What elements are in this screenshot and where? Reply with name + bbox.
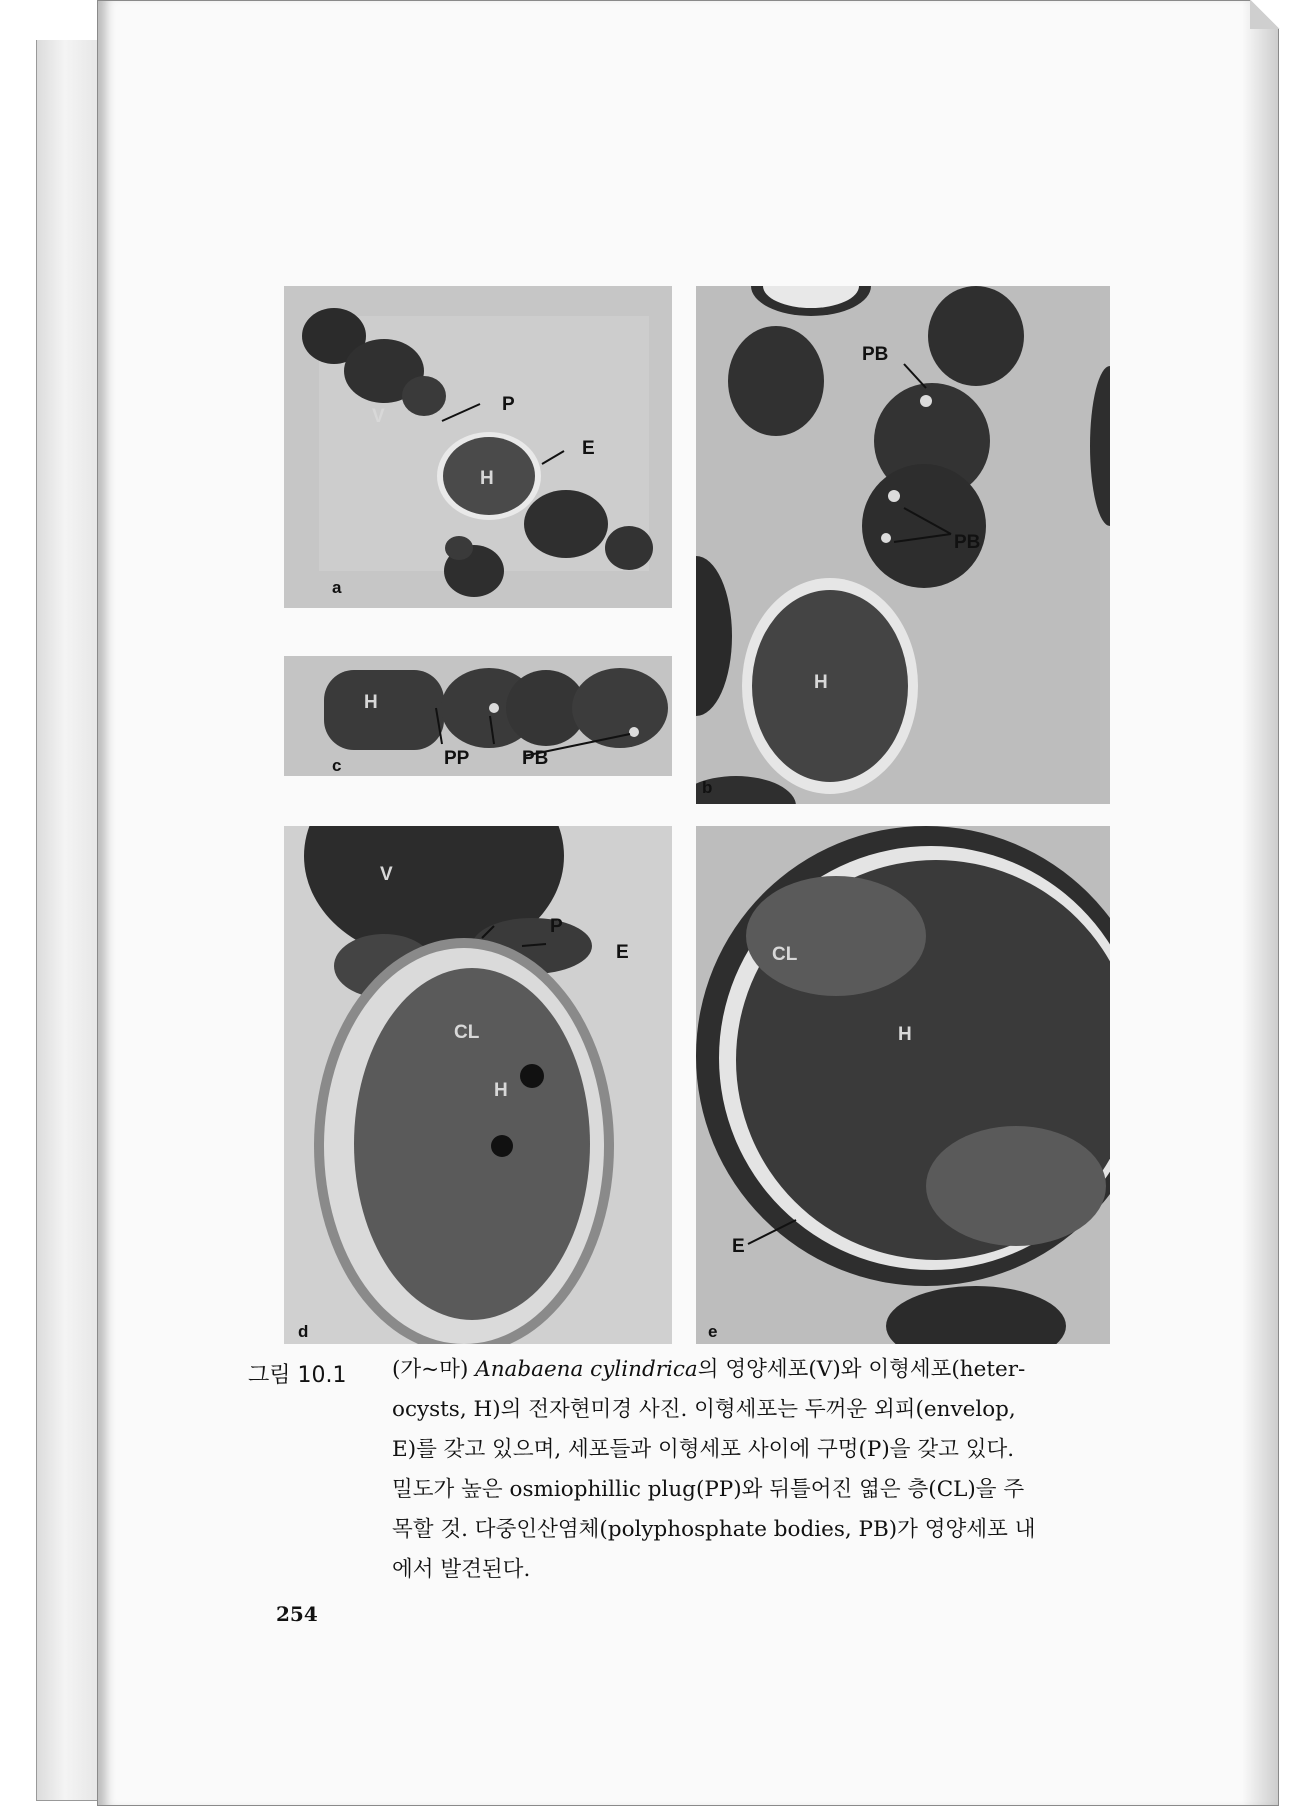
micrograph-panel-e — [696, 826, 1110, 1344]
label-h: H — [480, 468, 494, 489]
caption-line-1: (가~마) Anabaena cylindrica의 영양세포(V)와 이형세포(heter- — [392, 1357, 1026, 1382]
micrograph-e-image — [696, 826, 1110, 1344]
page-corner — [1250, 0, 1280, 29]
label-cl: CL — [772, 944, 798, 965]
caption-line-3: E)를 갖고 있으며, 세포들과 이형세포 사이에 구멍(P)을 갖고 있다. — [392, 1437, 1015, 1462]
label-pb-top: PB — [862, 344, 889, 365]
micrograph-panel-b — [696, 286, 1110, 804]
label-v: V — [372, 406, 385, 427]
micrograph-a-image — [284, 286, 672, 608]
panel-letter-a: a — [332, 578, 342, 597]
caption-line-5: 목할 것. 다중인산염체(polyphosphate bodies, PB)가 영양세포 내 — [392, 1517, 1036, 1542]
label-h: H — [814, 672, 828, 693]
species-name: Anabaena cylindrica — [475, 1357, 698, 1382]
label-p: P — [550, 916, 563, 937]
page-edge-shadow — [1242, 1, 1278, 1805]
panel-letter-c: c — [332, 756, 342, 775]
label-e: E — [616, 942, 629, 963]
micrograph-panel-a — [284, 286, 672, 608]
panel-letter-e: e — [708, 1322, 718, 1341]
label-pb: PB — [522, 748, 549, 769]
label-e: E — [582, 438, 595, 459]
label-pp: PP — [444, 748, 470, 769]
label-pb-middle: PB — [954, 532, 981, 553]
micrograph-c-image — [284, 656, 672, 776]
caption-line-2: ocysts, H)의 전자현미경 사진. 이형세포는 두꺼운 외피(envelop, — [392, 1397, 1016, 1422]
label-h: H — [898, 1024, 912, 1045]
figure-caption-label: 그림 10.1 — [248, 1363, 347, 1388]
micrograph-panel-c — [284, 656, 672, 776]
label-p: P — [502, 394, 515, 415]
panel-letter-b: b — [702, 778, 713, 797]
caption-line-4: 밀도가 높은 osmiophillic plug(PP)와 뒤틀어진 엷은 층(CL)을 주 — [392, 1477, 1025, 1502]
micrograph-panel-d — [284, 826, 672, 1344]
label-e: E — [732, 1236, 745, 1257]
label-h: H — [364, 692, 378, 713]
micrograph-d-image — [284, 826, 672, 1344]
label-v: V — [380, 864, 393, 885]
panel-letter-d: d — [298, 1322, 309, 1341]
label-h: H — [494, 1080, 508, 1101]
page-number: 254 — [276, 1602, 318, 1626]
label-cl: CL — [454, 1022, 480, 1043]
caption-line-6: 에서 발견된다. — [392, 1557, 531, 1582]
book-spine — [36, 40, 99, 1801]
micrograph-b-image — [696, 286, 1110, 804]
figure-caption — [392, 1350, 1150, 1590]
